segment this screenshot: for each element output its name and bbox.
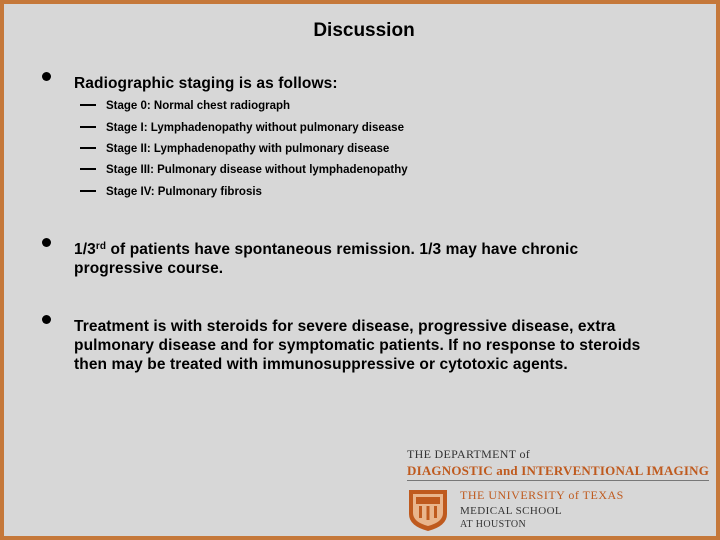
- logo-department-line: THE DEPARTMENT of: [407, 447, 531, 461]
- sub-dash: [80, 147, 96, 149]
- bullet-staging: Radiographic staging is as follows:: [74, 75, 338, 92]
- logo-university: THE UNIVERSITY of TEXAS: [460, 488, 624, 502]
- slide-title: Discussion: [313, 20, 415, 41]
- bullet-dot: [42, 72, 51, 81]
- sub-item-stage-1: Stage I: Lymphadenopathy without pulmonary disease: [106, 122, 404, 134]
- sub-dash: [80, 168, 96, 170]
- logo-imaging-line: DIAGNOSTIC and INTERVENTIONAL IMAGING: [407, 463, 710, 478]
- bullet-treatment: Treatment is with steroids for severe disease, progressive disease, extra pulmonary disease and for symptomatic patients. If no response to steroids then may be treated with immunosuppressive or cytotoxic agents.: [74, 318, 641, 373]
- department-logo: [404, 446, 720, 538]
- sub-dash: [80, 104, 96, 106]
- sub-item-stage-0: Stage 0: Normal chest radiograph: [106, 100, 291, 112]
- bullet-remission: [74, 240, 634, 278]
- sub-item-stage-2: Stage II: Lymphadenopathy with pulmonary disease: [106, 143, 390, 155]
- remission-text: of patients have spontaneous remission. 1/3 may have chronic progressive course.: [74, 241, 579, 277]
- sub-dash: [80, 190, 96, 192]
- superscript-rd: rd: [95, 241, 107, 252]
- sub-dash: [80, 126, 96, 128]
- bullet-dot: [42, 238, 51, 247]
- logo-location: AT HOUSTON: [460, 519, 527, 530]
- logo-divider: [407, 480, 709, 481]
- logo-school: MEDICAL SCHOOL: [460, 505, 563, 517]
- remission-fraction: 1/3: [74, 241, 96, 258]
- university-seal-icon: [407, 488, 449, 532]
- sub-item-stage-3: Stage III: Pulmonary disease without lymphadenopathy: [106, 164, 408, 176]
- bullet-dot: [42, 315, 51, 324]
- sub-item-stage-4: Stage IV: Pulmonary fibrosis: [106, 186, 262, 198]
